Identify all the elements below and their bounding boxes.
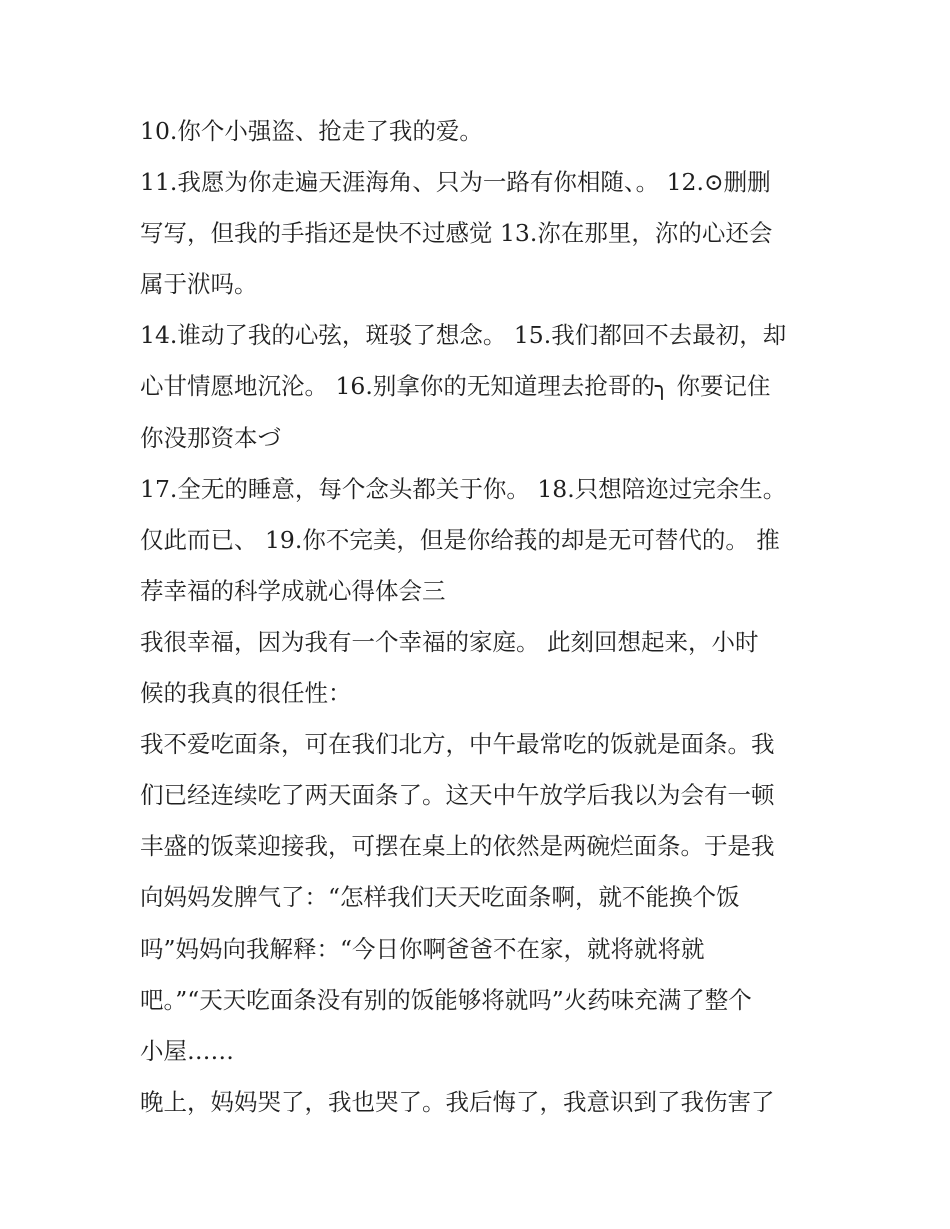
text-line: 丰盛的饭菜迎接我，可摆在桌上的依然是两碗烂面条。于是我 <box>140 832 775 861</box>
text-line: 我很幸福，因为我有一个幸福的家庭。 此刻回想起来，小时 <box>140 627 759 656</box>
text-line: 心甘情愿地沉沦。 16.别拿你的无知道理去抢哥的╮ 你要记住 <box>140 372 771 401</box>
text-line: 我不爱吃面条，可在我们北方，中午最常吃的饭就是面条。我 <box>140 730 775 759</box>
text-line: 吗”妈妈向我解释：“今日你啊爸爸不在家，就将就将就 <box>140 934 705 963</box>
document-body <box>140 106 820 1128</box>
text-line: 候的我真的很任性： <box>140 679 352 708</box>
text-line: 吧。”“天天吃面条没有别的饭能够将就吗”火药味充满了整个 <box>140 985 752 1014</box>
text-line: 写写，但我的手指还是快不过感觉 13.沵在那里，沵的心还会 <box>140 219 773 248</box>
text-line: 你没那资本づ <box>140 423 281 452</box>
text-line: 小屋…… <box>140 1036 234 1065</box>
text-line: 晚上，妈妈哭了，我也哭了。我后悔了，我意识到了我伤害了 <box>140 1087 775 1116</box>
text-line: 10.你个小强盗、抢走了我的爱。 <box>140 117 483 145</box>
text-line: 属于洑吗。 <box>140 270 258 299</box>
text-line: 们已经连续吃了两天面条了。这天中午放学后我以为会有一顿 <box>140 781 775 810</box>
text-line: 仅此而已、 19.你不完美，但是你给莪的却是无可替代的。 推 <box>140 525 780 554</box>
text-line: 11.我愿为你走遍天涯海角、只为一路有你相随、。 12.⊙删删 <box>140 168 771 197</box>
text-line: 14.谁动了我的心弦，斑驳了想念。 15.我们都回不去最初，却 <box>140 321 787 350</box>
text-line: 荐幸福的科学成就心得体会三 <box>140 576 446 605</box>
text-line: 17.全无的睡意，每个念头都关于你。 18.只想陪迩过完余生。 <box>140 474 787 503</box>
text-line: 向妈妈发脾气了：“怎样我们天天吃面条啊，就不能换个饭 <box>140 883 740 912</box>
